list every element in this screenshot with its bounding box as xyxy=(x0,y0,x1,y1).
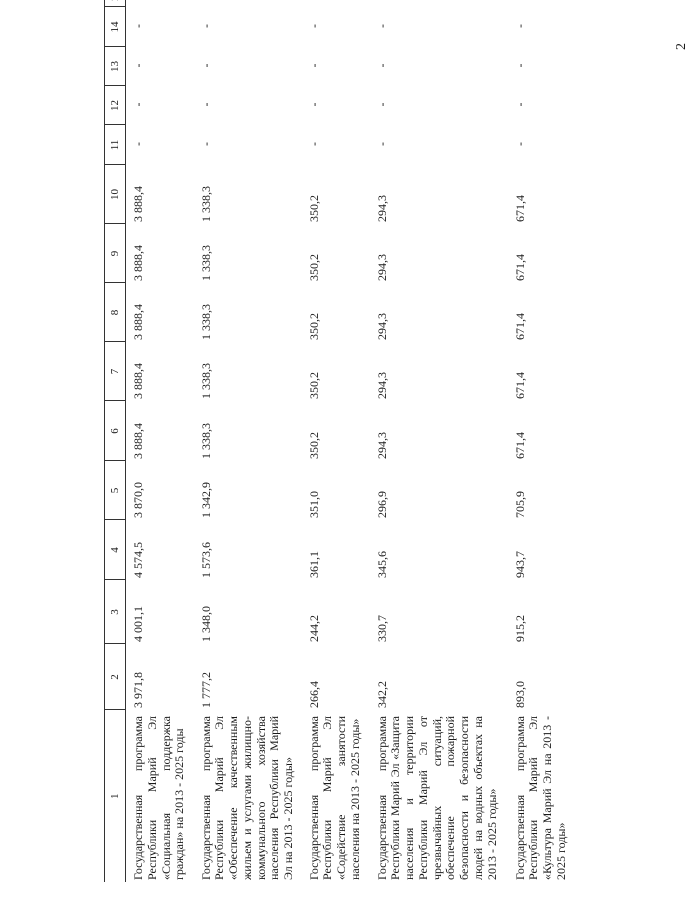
value-cell: 915,2 xyxy=(512,615,527,642)
value-cell: 342,2 xyxy=(374,681,389,708)
program-name: Государственная программа Республики Марий Эл «Социальная поддержка граждан» на 2013 - 2025 годы xyxy=(131,716,187,880)
value-cell: 266,4 xyxy=(306,681,321,708)
value-cell: 330,7 xyxy=(374,615,389,642)
value-cell: - xyxy=(306,102,321,107)
value-cell: - xyxy=(306,142,321,146)
header-cell: 5 xyxy=(105,461,126,520)
header-cell xyxy=(105,0,126,7)
value-cell: - xyxy=(374,24,389,28)
header-cell: 8 xyxy=(105,283,126,342)
header-cell: 12 xyxy=(105,86,126,125)
value-cell: - xyxy=(198,63,213,68)
table-header-row xyxy=(105,0,126,882)
value-cell: 294,3 xyxy=(374,195,389,222)
value-cell: 294,3 xyxy=(374,254,389,281)
value-cell: 345,6 xyxy=(374,551,389,578)
header-cell: 13 xyxy=(105,47,126,86)
program-name: Государственная программа Республики Марий Эл «Обеспечение качественным жильем и услугами жилищно-коммунального хозяйства населения Республики Марий Эл на 2013 - 2025 годы» xyxy=(198,716,296,880)
value-cell: 671,4 xyxy=(512,432,527,459)
value-cell: 296,9 xyxy=(374,491,389,518)
value-cell: 361,1 xyxy=(306,551,321,578)
program-table xyxy=(104,0,569,882)
value-cell: 3 971,8 xyxy=(131,672,145,708)
header-cell: 14 xyxy=(105,7,126,47)
value-cell: 1 338,3 xyxy=(198,423,213,459)
value-cell: 3 888,4 xyxy=(131,186,145,222)
value-cell: - xyxy=(374,142,389,146)
value-cell: - xyxy=(198,102,213,107)
program-name: Государственная программа Республики Марий Эл «Содействие занятости населения на 2013 - 2025 годы» xyxy=(306,716,362,880)
value-cell xyxy=(370,0,508,7)
value-cell xyxy=(126,0,194,7)
value-cell: 4 001,1 xyxy=(131,606,145,642)
program-name: Государственная программа Республики Марий Эл «Культура Марий Эл на 2013 - 2025 годы» xyxy=(512,716,568,880)
rotated-page xyxy=(104,21,632,882)
value-cell xyxy=(508,0,569,7)
value-cell: 671,4 xyxy=(512,254,527,281)
value-cell: 350,2 xyxy=(306,313,321,340)
value-cell: - xyxy=(374,63,389,68)
value-cell: 3 888,4 xyxy=(131,245,145,281)
value-cell: 671,4 xyxy=(512,313,527,340)
value-cell: 3 888,4 xyxy=(131,363,145,399)
value-cell xyxy=(302,0,370,7)
value-cell: - xyxy=(512,142,527,146)
value-cell: 1 777,2 xyxy=(198,672,213,708)
value-cell: 350,2 xyxy=(306,432,321,459)
value-cell: 244,2 xyxy=(306,615,321,642)
value-cell: 893,0 xyxy=(512,681,527,708)
header-cell: 3 xyxy=(105,580,126,644)
value-cell: 3 888,4 xyxy=(131,304,145,340)
value-cell: 1 342,9 xyxy=(198,482,213,518)
value-cell xyxy=(194,0,302,7)
value-cell: 294,3 xyxy=(374,432,389,459)
value-cell: 294,3 xyxy=(374,372,389,399)
header-cell: 2 xyxy=(105,644,126,710)
value-cell: - xyxy=(512,24,527,28)
table-row xyxy=(194,0,302,882)
value-cell: - xyxy=(131,102,145,107)
header-cell: 9 xyxy=(105,224,126,283)
value-cell: 294,3 xyxy=(374,313,389,340)
table-row xyxy=(126,0,194,882)
value-cell: 3 888,4 xyxy=(131,423,145,459)
value-cell: - xyxy=(306,63,321,68)
value-cell: 671,4 xyxy=(512,195,527,222)
value-cell: 350,2 xyxy=(306,254,321,281)
header-cell: 6 xyxy=(105,401,126,461)
value-cell: - xyxy=(131,142,145,146)
value-cell: - xyxy=(306,24,321,28)
value-cell: 1 338,3 xyxy=(198,186,213,222)
value-cell: - xyxy=(198,142,213,146)
value-cell: 671,4 xyxy=(512,372,527,399)
value-cell: 1 348,0 xyxy=(198,606,213,642)
value-cell: - xyxy=(374,102,389,107)
value-cell: 350,2 xyxy=(306,372,321,399)
header-cell: 4 xyxy=(105,520,126,580)
value-cell: - xyxy=(512,63,527,68)
value-cell: 1 338,3 xyxy=(198,245,213,281)
table-row xyxy=(370,0,508,882)
header-cell: 10 xyxy=(105,165,126,224)
table-row xyxy=(302,0,370,882)
value-cell: 943,7 xyxy=(512,551,527,578)
value-cell: - xyxy=(198,24,213,28)
value-cell: 1 338,3 xyxy=(198,363,213,399)
table-row xyxy=(508,0,569,882)
value-cell: - xyxy=(131,63,145,68)
header-cell: 7 xyxy=(105,342,126,401)
value-cell: 351,0 xyxy=(306,491,321,518)
value-cell: - xyxy=(512,102,527,107)
value-cell: 350,2 xyxy=(306,195,321,222)
value-cell: - xyxy=(131,24,145,28)
value-cell: 1 338,3 xyxy=(198,304,213,340)
program-name: Государственная программа Республики Марий Эл «Защита населения и территории Республики Марий Эл от чрезвычайных ситуаций, обеспечение пожарной безопасности и безопасности людей на водных объектах на 2013 - 2025 годы» xyxy=(374,716,499,880)
header-cell: 1 xyxy=(105,710,126,882)
value-cell: 705,9 xyxy=(512,491,527,518)
page-number: 2 xyxy=(674,43,689,50)
value-cell: 3 870,0 xyxy=(131,482,145,518)
value-cell: 4 574,5 xyxy=(131,542,145,578)
header-cell: 11 xyxy=(105,125,126,165)
value-cell: 1 573,6 xyxy=(198,542,213,578)
